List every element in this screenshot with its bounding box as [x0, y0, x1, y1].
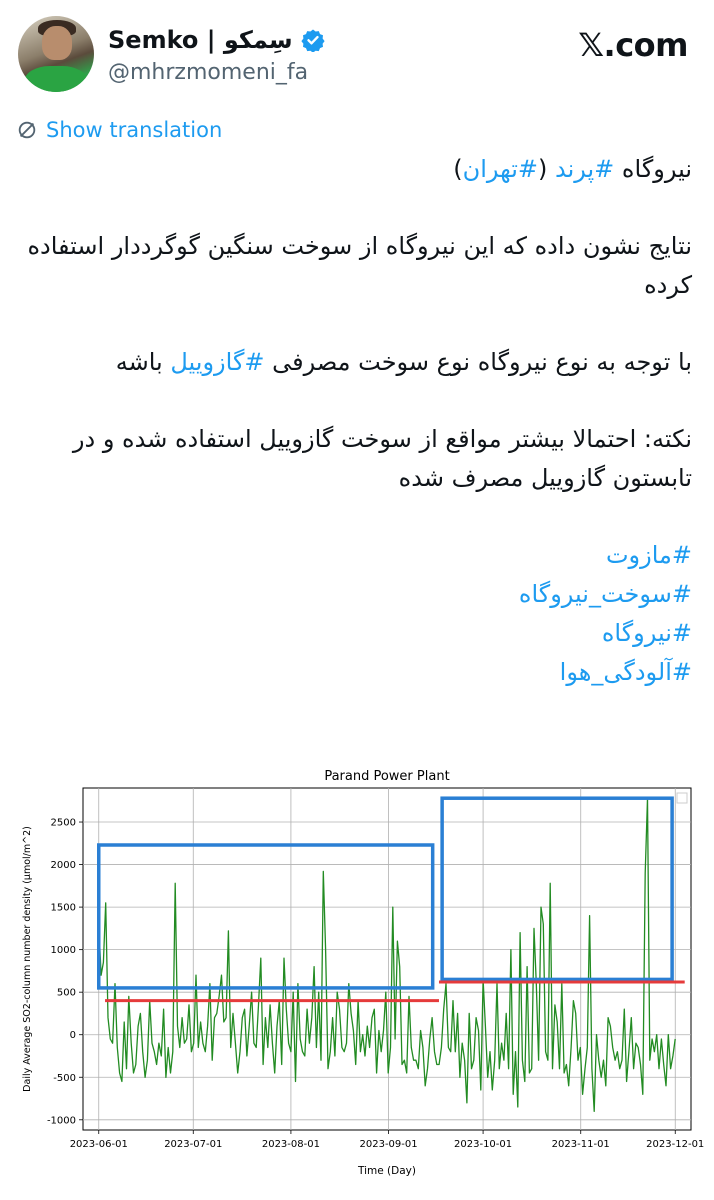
author-display-name[interactable]: Semko | سِمکو [108, 26, 293, 54]
x-brand-logo: 𝕏.com [578, 26, 688, 64]
x-tick-label: 2023-10-01 [454, 1139, 513, 1150]
x-tick-label: 2023-06-01 [69, 1139, 128, 1150]
avatar-shirt [24, 66, 88, 92]
x-ticks [70, 1130, 705, 1150]
tweet-paragraph-4: نکته: احتمالا بیشتر مواقع از سوخت گازوییل استفاده شده و در تابستون گازوییل مصرف شده [72, 425, 692, 492]
hashtag-link[interactable]: #سوخت_نیروگاه [518, 580, 692, 608]
avatar[interactable] [18, 16, 94, 92]
text-segment: ( [537, 155, 555, 183]
author-name-row[interactable] [108, 26, 325, 54]
x-tick-label: 2023-07-01 [164, 1139, 223, 1150]
y-ticks [47, 818, 83, 1127]
hashtag-line [22, 614, 692, 653]
y-tick-label: 500 [56, 987, 76, 999]
y-tick-label: 0 [69, 1030, 76, 1042]
x-axis-label: Time (Day) [358, 1165, 416, 1177]
hashtag-link[interactable]: #پرند [554, 155, 615, 183]
hashtag-link[interactable]: #آلودگی_هوا [559, 658, 692, 686]
hashtag-line [22, 575, 692, 614]
y-tick-label: 2500 [50, 817, 76, 829]
translate-icon [16, 119, 38, 141]
text-segment: ) [453, 155, 463, 183]
hashtag-line [22, 536, 692, 575]
text-segment: با توجه به نوع نیروگاه نوع سوخت مصرفی [264, 348, 692, 376]
hashtag-link[interactable]: #مازوت [605, 541, 692, 569]
y-tick-label: 1000 [50, 945, 76, 957]
show-translation-label[interactable]: Show translation [46, 118, 223, 142]
author-handle[interactable]: @mhrzmomeni_fa [108, 60, 309, 85]
hashtag-link[interactable]: #تهران [462, 155, 538, 183]
hashtag-line [22, 653, 692, 692]
x-tick-label: 2023-09-01 [359, 1139, 418, 1150]
hashtag-link[interactable]: #گازوییل [170, 348, 265, 376]
tweet-line-3 [22, 343, 692, 382]
tweet-line-1 [22, 150, 692, 189]
x-tick-label: 2023-12-01 [646, 1139, 705, 1150]
x-tick-label: 2023-11-01 [551, 1139, 610, 1150]
tweet-text [22, 150, 692, 692]
tweet-paragraph-2: نتایج نشون داده که این نیروگاه از سوخت سنگین گوگرددار استفاده کرده [27, 232, 692, 299]
text-segment: باشه [115, 348, 171, 376]
x-tick-label: 2023-08-01 [261, 1139, 320, 1150]
y-tick-label: 1500 [50, 902, 76, 914]
so2-chart-image[interactable] [0, 758, 714, 1188]
y-axis-label: Daily Average SO2-column number density (µmol/m^2) [22, 826, 33, 1092]
chart-title: Parand Power Plant [324, 769, 450, 784]
y-tick-label: -1000 [46, 1115, 76, 1127]
y-tick-label: -500 [53, 1072, 76, 1084]
avatar-face [42, 26, 72, 60]
show-translation-link[interactable] [16, 118, 222, 142]
legend-box [677, 793, 687, 803]
text-segment: نیروگاه [614, 155, 692, 183]
verified-badge-icon [301, 28, 325, 52]
hashtag-link[interactable]: #نیروگاه [601, 619, 692, 647]
y-tick-label: 2000 [50, 860, 76, 872]
